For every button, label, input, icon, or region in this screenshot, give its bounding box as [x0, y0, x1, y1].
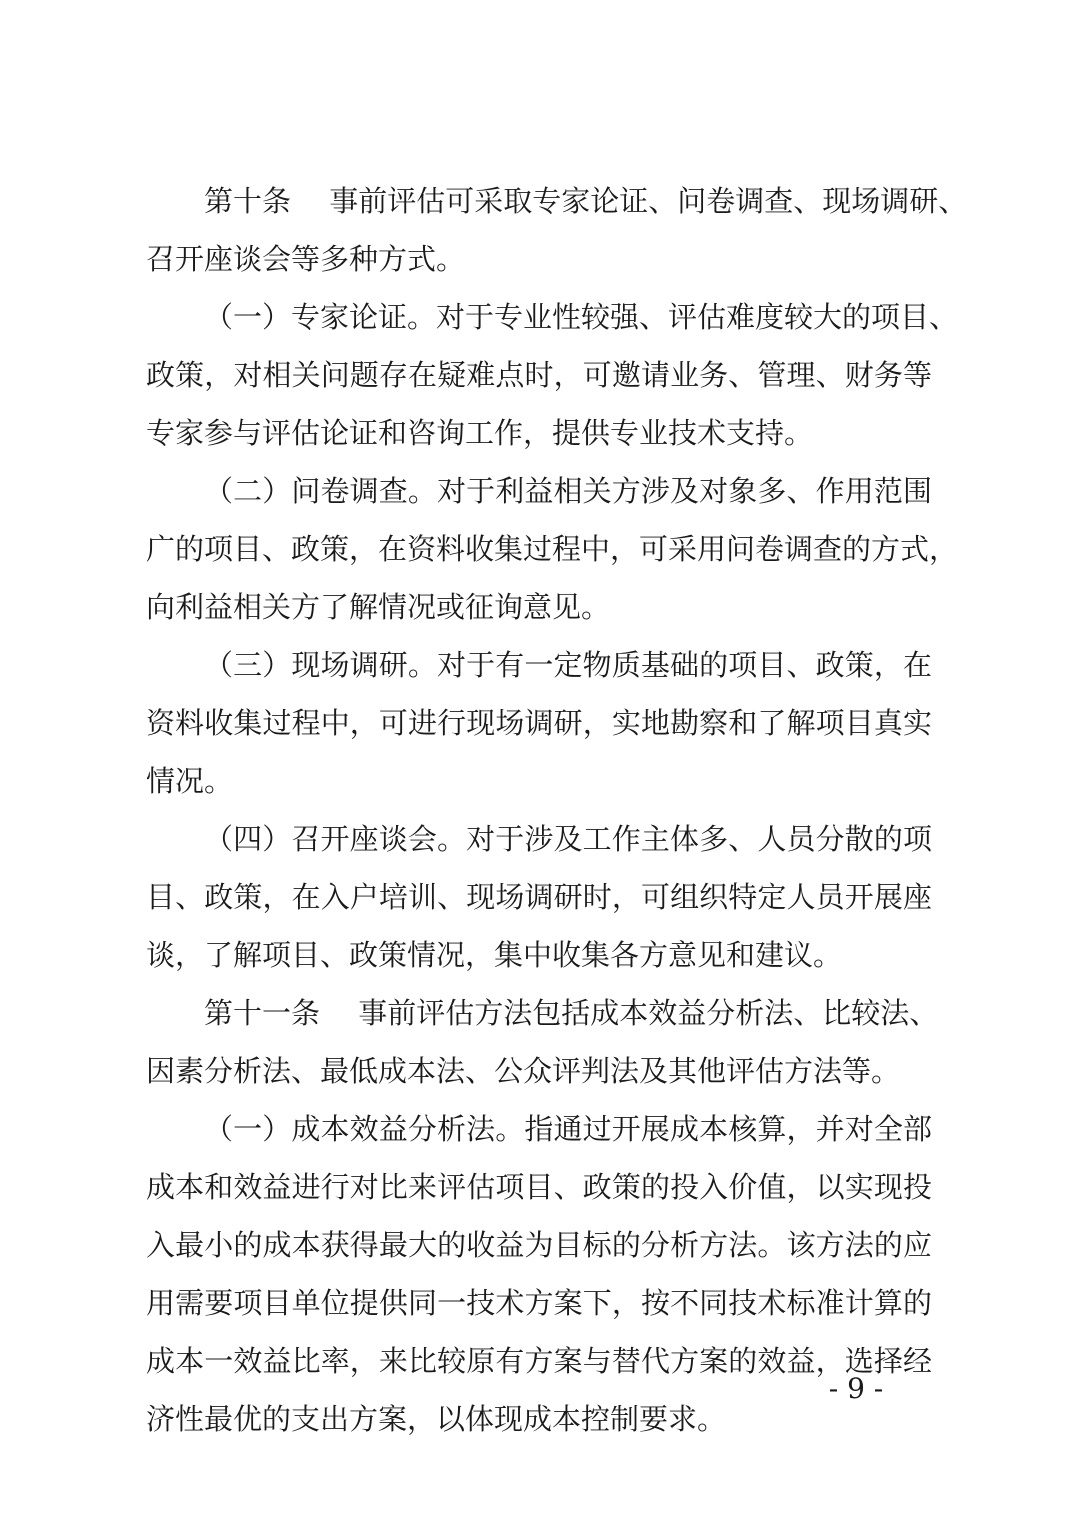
text-line: 成本和效益进行对比来评估项目、政策的投入价值，以实现投: [146, 1170, 932, 1204]
text-line: （四）召开座谈会。对于涉及工作主体多、人员分散的项: [204, 822, 932, 856]
text-line: （一）成本效益分析法。指通过开展成本核算，并对全部: [204, 1112, 932, 1146]
text-line: （一）专家论证。对于专业性较强、评估难度较大的项目、: [204, 300, 959, 334]
document-body: [146, 172, 968, 1448]
text-line: 用需要项目单位提供同一技术方案下，按不同技术标准计算的: [146, 1286, 932, 1320]
text-line: 专家参与评估论证和咨询工作，提供专业技术支持。: [146, 416, 814, 450]
text-line: 广的项目、政策，在资料收集过程中，可采用问卷调查的方式，: [146, 532, 959, 566]
text-line: （二）问卷调查。对于利益相关方涉及对象多、作用范围: [204, 474, 932, 508]
text-line: 第十一条 事前评估方法包括成本效益分析法、比较法、: [204, 996, 939, 1030]
text-line: 第十条 事前评估可采取专家论证、问卷调查、现场调研、: [204, 184, 968, 218]
text-line: 谈，了解项目、政策情况，集中收集各方意见和建议。: [146, 938, 843, 972]
text-line: 目、政策，在入户培训、现场调研时，可组织特定人员开展座: [146, 880, 932, 914]
text-line: 情况。: [146, 764, 234, 798]
text-line: 向利益相关方了解情况或征询意见。: [146, 590, 611, 624]
text-line: 济性最优的支出方案，以体现成本控制要求。: [146, 1402, 727, 1436]
text-line: 召开座谈会等多种方式。: [146, 242, 466, 276]
text-line: 因素分析法、最低成本法、公众评判法及其他评估方法等。: [146, 1054, 901, 1088]
page-number: - 9 -: [828, 1372, 884, 1405]
text-line: 入最小的成本获得最大的收益为目标的分析方法。该方法的应: [146, 1228, 932, 1262]
text-line: 政策，对相关问题存在疑难点时，可邀请业务、管理、财务等: [146, 358, 932, 392]
text-line: （三）现场调研。对于有一定物质基础的项目、政策，在: [204, 648, 932, 682]
text-line: 资料收集过程中，可进行现场调研，实地勘察和了解项目真实: [146, 706, 932, 740]
text-line: 成本一效益比率，来比较原有方案与替代方案的效益，选择经: [146, 1344, 932, 1378]
